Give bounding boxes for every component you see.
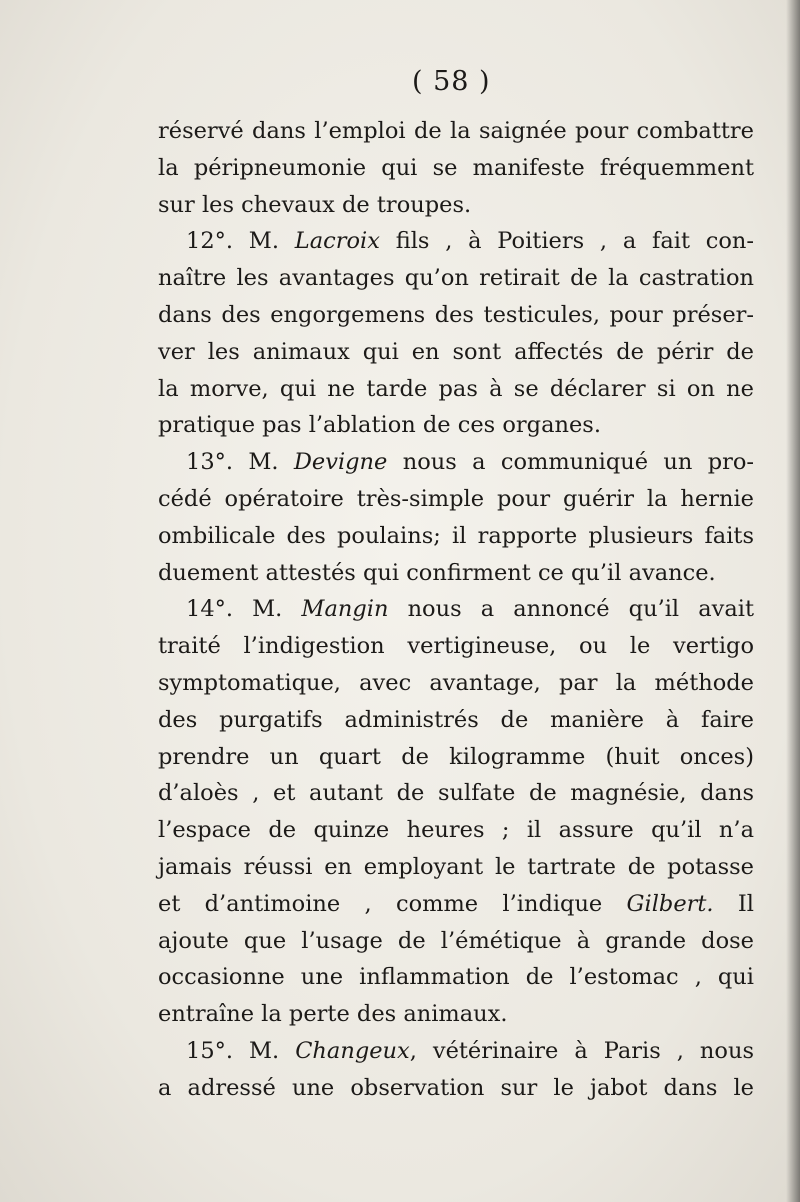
line-text: nous a annoncé qu’il avait: [388, 596, 754, 623]
text-line: l’espace de quinze heures ; il assure qu’il n’a: [158, 817, 754, 844]
line-text: nous a communiqué un pro-: [387, 449, 755, 476]
text-line: entraîne la perte des animaux.: [158, 1001, 508, 1028]
text-line: des purgatifs administrés de manière à faire: [158, 706, 754, 733]
text-line: occasionne une inflammation de l’estomac , qui: [158, 964, 754, 991]
text-line: la morve, qui ne tarde pas à se déclarer si on ne: [158, 375, 754, 402]
text-line: cédé opératoire très-simple pour guérir la hernie: [158, 485, 754, 512]
text-line: naître les avantages qu’on retirait de la castration: [158, 265, 754, 292]
line-text: 13°. M.: [186, 449, 294, 476]
line-text: Il: [713, 890, 754, 917]
person-name: Gilbert.: [626, 890, 714, 917]
text-line: a adressé une observation sur le jabot dans le: [158, 1074, 754, 1101]
text-line: [158, 886, 754, 923]
person-name: Mangin: [301, 596, 389, 623]
text-line: jamais réussi en employant le tartrate de potasse: [158, 853, 754, 880]
body-text: [158, 113, 754, 1107]
text-line: duement attestés qui confirment ce qu’il avance.: [158, 559, 716, 586]
text-line: [158, 223, 754, 260]
text-line: d’aloès , et autant de sulfate de magnésie, dans: [158, 780, 754, 807]
line-text: , vétérinaire à Paris , nous: [409, 1037, 754, 1064]
person-name: Devigne: [293, 449, 388, 476]
line-text: 14°. M.: [186, 596, 302, 623]
text-line: prendre un quart de kilogramme (huit onces): [158, 743, 754, 770]
text-line: [158, 1033, 754, 1070]
text-line: symptomatique, avec avantage, par la méthode: [158, 669, 754, 696]
text-line: ajoute que l’usage de l’émétique à grande dose: [158, 927, 754, 954]
text-line: ver les animaux qui en sont affectés de périr de: [158, 338, 754, 365]
page-edge-shadow: [786, 0, 800, 1202]
text-line: sur les chevaux de troupes.: [158, 191, 472, 218]
text-line: dans des engorgemens des testicules, pour préser-: [158, 301, 754, 328]
text-line: traité l’indigestion vertigineuse, ou le vertigo: [158, 633, 754, 660]
person-name: Lacroix: [294, 228, 380, 255]
page-number: ( 58 ): [412, 66, 491, 97]
text-line: pratique pas l’ablation de ces organes.: [158, 412, 602, 439]
text-line: réservé dans l’emploi de la saignée pour combattre: [158, 118, 754, 144]
line-text: 15°. M.: [186, 1037, 296, 1064]
text-line: ombilicale des poulains; il rapporte plusieurs faits: [158, 522, 754, 549]
line-text: 12°. M.: [186, 228, 295, 255]
text-line: [158, 444, 754, 481]
person-name: Changeux: [295, 1037, 410, 1064]
line-text: fils , à Poitiers , a fait con-: [379, 228, 754, 255]
line-text: et d’antimoine , comme l’indique: [158, 890, 627, 917]
text-line: [158, 591, 754, 628]
text-line: la péripneumonie qui se manifeste fréquemment: [158, 154, 754, 181]
